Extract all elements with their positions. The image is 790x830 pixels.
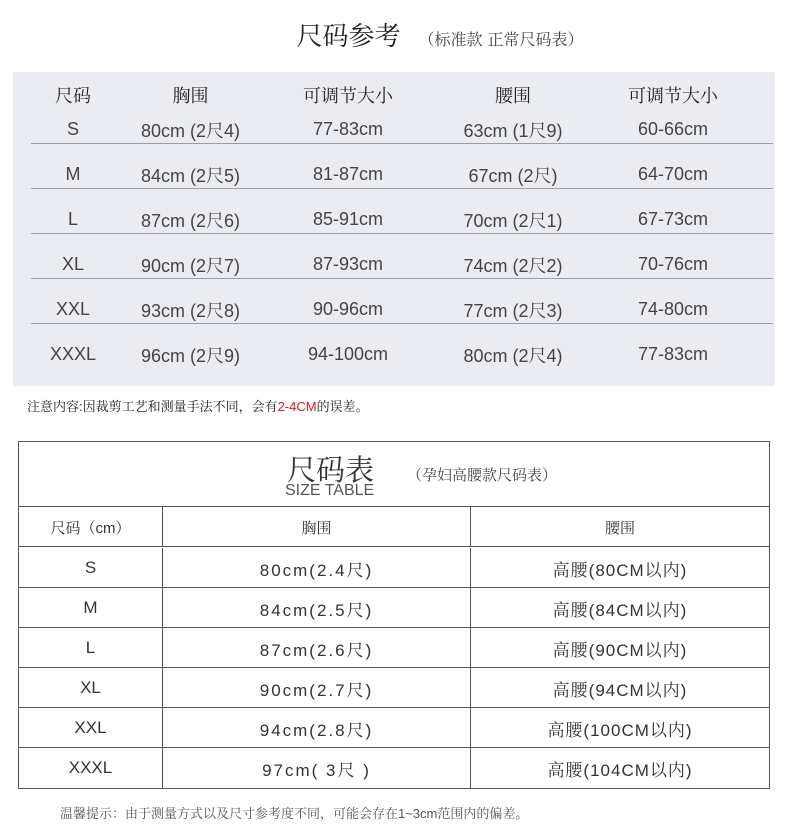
size-table-cell-size: S (84, 558, 97, 577)
size-table-row (19, 588, 769, 628)
reference-cell-waist: 67cm (2尺) (468, 165, 558, 186)
size-table-title: 尺码表 (287, 453, 375, 487)
size-table-header-size: 尺码（cm） (50, 519, 131, 537)
reference-row (13, 332, 775, 377)
size-table-cell-waist: 高腰(104CM以内) (470, 748, 769, 788)
size-table-cell-bust: 87cm(2.6尺) (162, 628, 470, 668)
reference-cell-waist-adjust: 77-83cm (637, 344, 709, 364)
reference-subtitle: （标准款 正常尺码表） (418, 30, 584, 49)
size-table-cell-bust: 94cm(2.8尺) (162, 708, 470, 748)
reference-header-bust: 胸围 (172, 85, 209, 106)
size-table-row (19, 748, 769, 788)
reference-cell-waist: 63cm (1尺9) (463, 120, 563, 141)
size-table-english-title: SIZE TABLE (285, 482, 375, 499)
reference-cell-bust: 90cm (2尺7) (140, 255, 241, 276)
size-table-subtitle: （孕妇高腰款尺码表） (407, 466, 558, 484)
size-table-cell-size: XXL (74, 718, 107, 737)
reference-cell-waist: 77cm (2尺3) (463, 300, 563, 321)
reference-divider (31, 233, 773, 234)
reference-note-highlight: 2-4CM (277, 399, 317, 414)
reference-cell-bust: 93cm (2尺8) (140, 300, 241, 321)
size-table-row (19, 548, 769, 588)
size-table-cell-bust: 90cm(2.7尺) (162, 668, 470, 708)
size-table-cell-waist: 高腰(100CM以内) (470, 708, 769, 748)
reference-cell-size: L (67, 209, 78, 229)
reference-cell-waist-adjust: 67-73cm (637, 209, 709, 229)
reference-divider (31, 143, 773, 144)
size-table-cell-size: L (85, 638, 96, 657)
reference-cell-waist-adjust: 70-76cm (637, 254, 709, 274)
reference-cell-bust-adjust: 87-93cm (312, 254, 384, 274)
reference-cell-size: XXXL (49, 344, 97, 364)
reference-divider (31, 188, 773, 189)
size-table-row (19, 668, 769, 708)
size-table-cell-waist: 高腰(90CM以内) (470, 628, 769, 668)
reference-cell-size: S (66, 119, 79, 139)
reference-cell-bust-adjust: 90-96cm (312, 299, 384, 319)
reference-header-bust-adjust: 可调节大小 (303, 85, 393, 106)
reference-cell-waist-adjust: 74-80cm (637, 299, 709, 319)
maternity-size-table (18, 441, 770, 789)
reference-cell-bust-adjust: 85-91cm (312, 209, 384, 229)
reference-cell-waist-adjust: 60-66cm (637, 119, 709, 139)
reference-note-prefix: 注意内容:因裁剪工艺和测量手法不同，会有 (27, 399, 278, 414)
size-table-row (19, 708, 769, 748)
reference-cell-waist-adjust: 64-70cm (637, 164, 709, 184)
reference-cell-waist: 80cm (2尺4) (463, 345, 563, 366)
reference-cell-bust: 87cm (2尺6) (140, 210, 241, 231)
reference-cell-bust-adjust: 77-83cm (312, 119, 384, 139)
reference-cell-size: XXL (55, 299, 91, 319)
size-table-cell-bust: 80cm(2.4尺) (162, 548, 470, 588)
reference-divider (31, 323, 773, 324)
reference-row (13, 107, 775, 152)
size-table-column-header-row (19, 507, 769, 547)
reference-header-waist: 腰围 (495, 85, 531, 106)
reference-cell-bust: 80cm (2尺4) (140, 120, 241, 141)
reference-note-suffix: 的误差。 (316, 399, 369, 414)
reference-note (27, 396, 369, 415)
reference-cell-bust: 96cm (2尺9) (140, 345, 241, 366)
size-table-footer-note: 温馨提示：由于测量方式以及尺寸参考度不同，可能会存在1~3cm范围内的偏差。 (60, 806, 529, 821)
reference-cell-bust-adjust: 94-100cm (307, 344, 389, 364)
reference-divider (31, 278, 773, 279)
size-table-cell-size: XL (80, 678, 101, 697)
reference-row (13, 287, 775, 332)
reference-cell-size: M (65, 164, 81, 184)
size-table-cell-size: M (83, 598, 98, 617)
reference-row (13, 242, 775, 287)
reference-header-size: 尺码 (55, 85, 91, 106)
size-table-header (19, 442, 769, 507)
reference-cell-bust-adjust: 81-87cm (312, 164, 384, 184)
size-table-row (19, 628, 769, 668)
reference-row (13, 152, 775, 197)
size-table-header-waist: 腰围 (470, 507, 769, 547)
reference-title-text: 尺码参考 (296, 22, 401, 52)
reference-cell-waist: 70cm (2尺1) (463, 210, 563, 231)
size-table-header-bust: 胸围 (162, 507, 470, 547)
reference-cell-bust: 84cm (2尺5) (140, 165, 241, 186)
size-table-cell-bust: 97cm( 3尺 ) (162, 748, 470, 788)
reference-title (0, 16, 790, 53)
size-table-cell-waist: 高腰(80CM以内) (470, 548, 769, 588)
size-table-cell-waist: 高腰(84CM以内) (470, 588, 769, 628)
reference-cell-size: XL (61, 254, 85, 274)
reference-cell-waist: 74cm (2尺2) (463, 255, 563, 276)
size-table-cell-bust: 84cm(2.5尺) (162, 588, 470, 628)
reference-header-waist-adjust: 可调节大小 (628, 85, 718, 106)
size-table-cell-waist: 高腰(94CM以内) (470, 668, 769, 708)
reference-row (13, 197, 775, 242)
reference-size-chart (13, 72, 775, 386)
size-table-cell-size: XXXL (68, 758, 113, 777)
